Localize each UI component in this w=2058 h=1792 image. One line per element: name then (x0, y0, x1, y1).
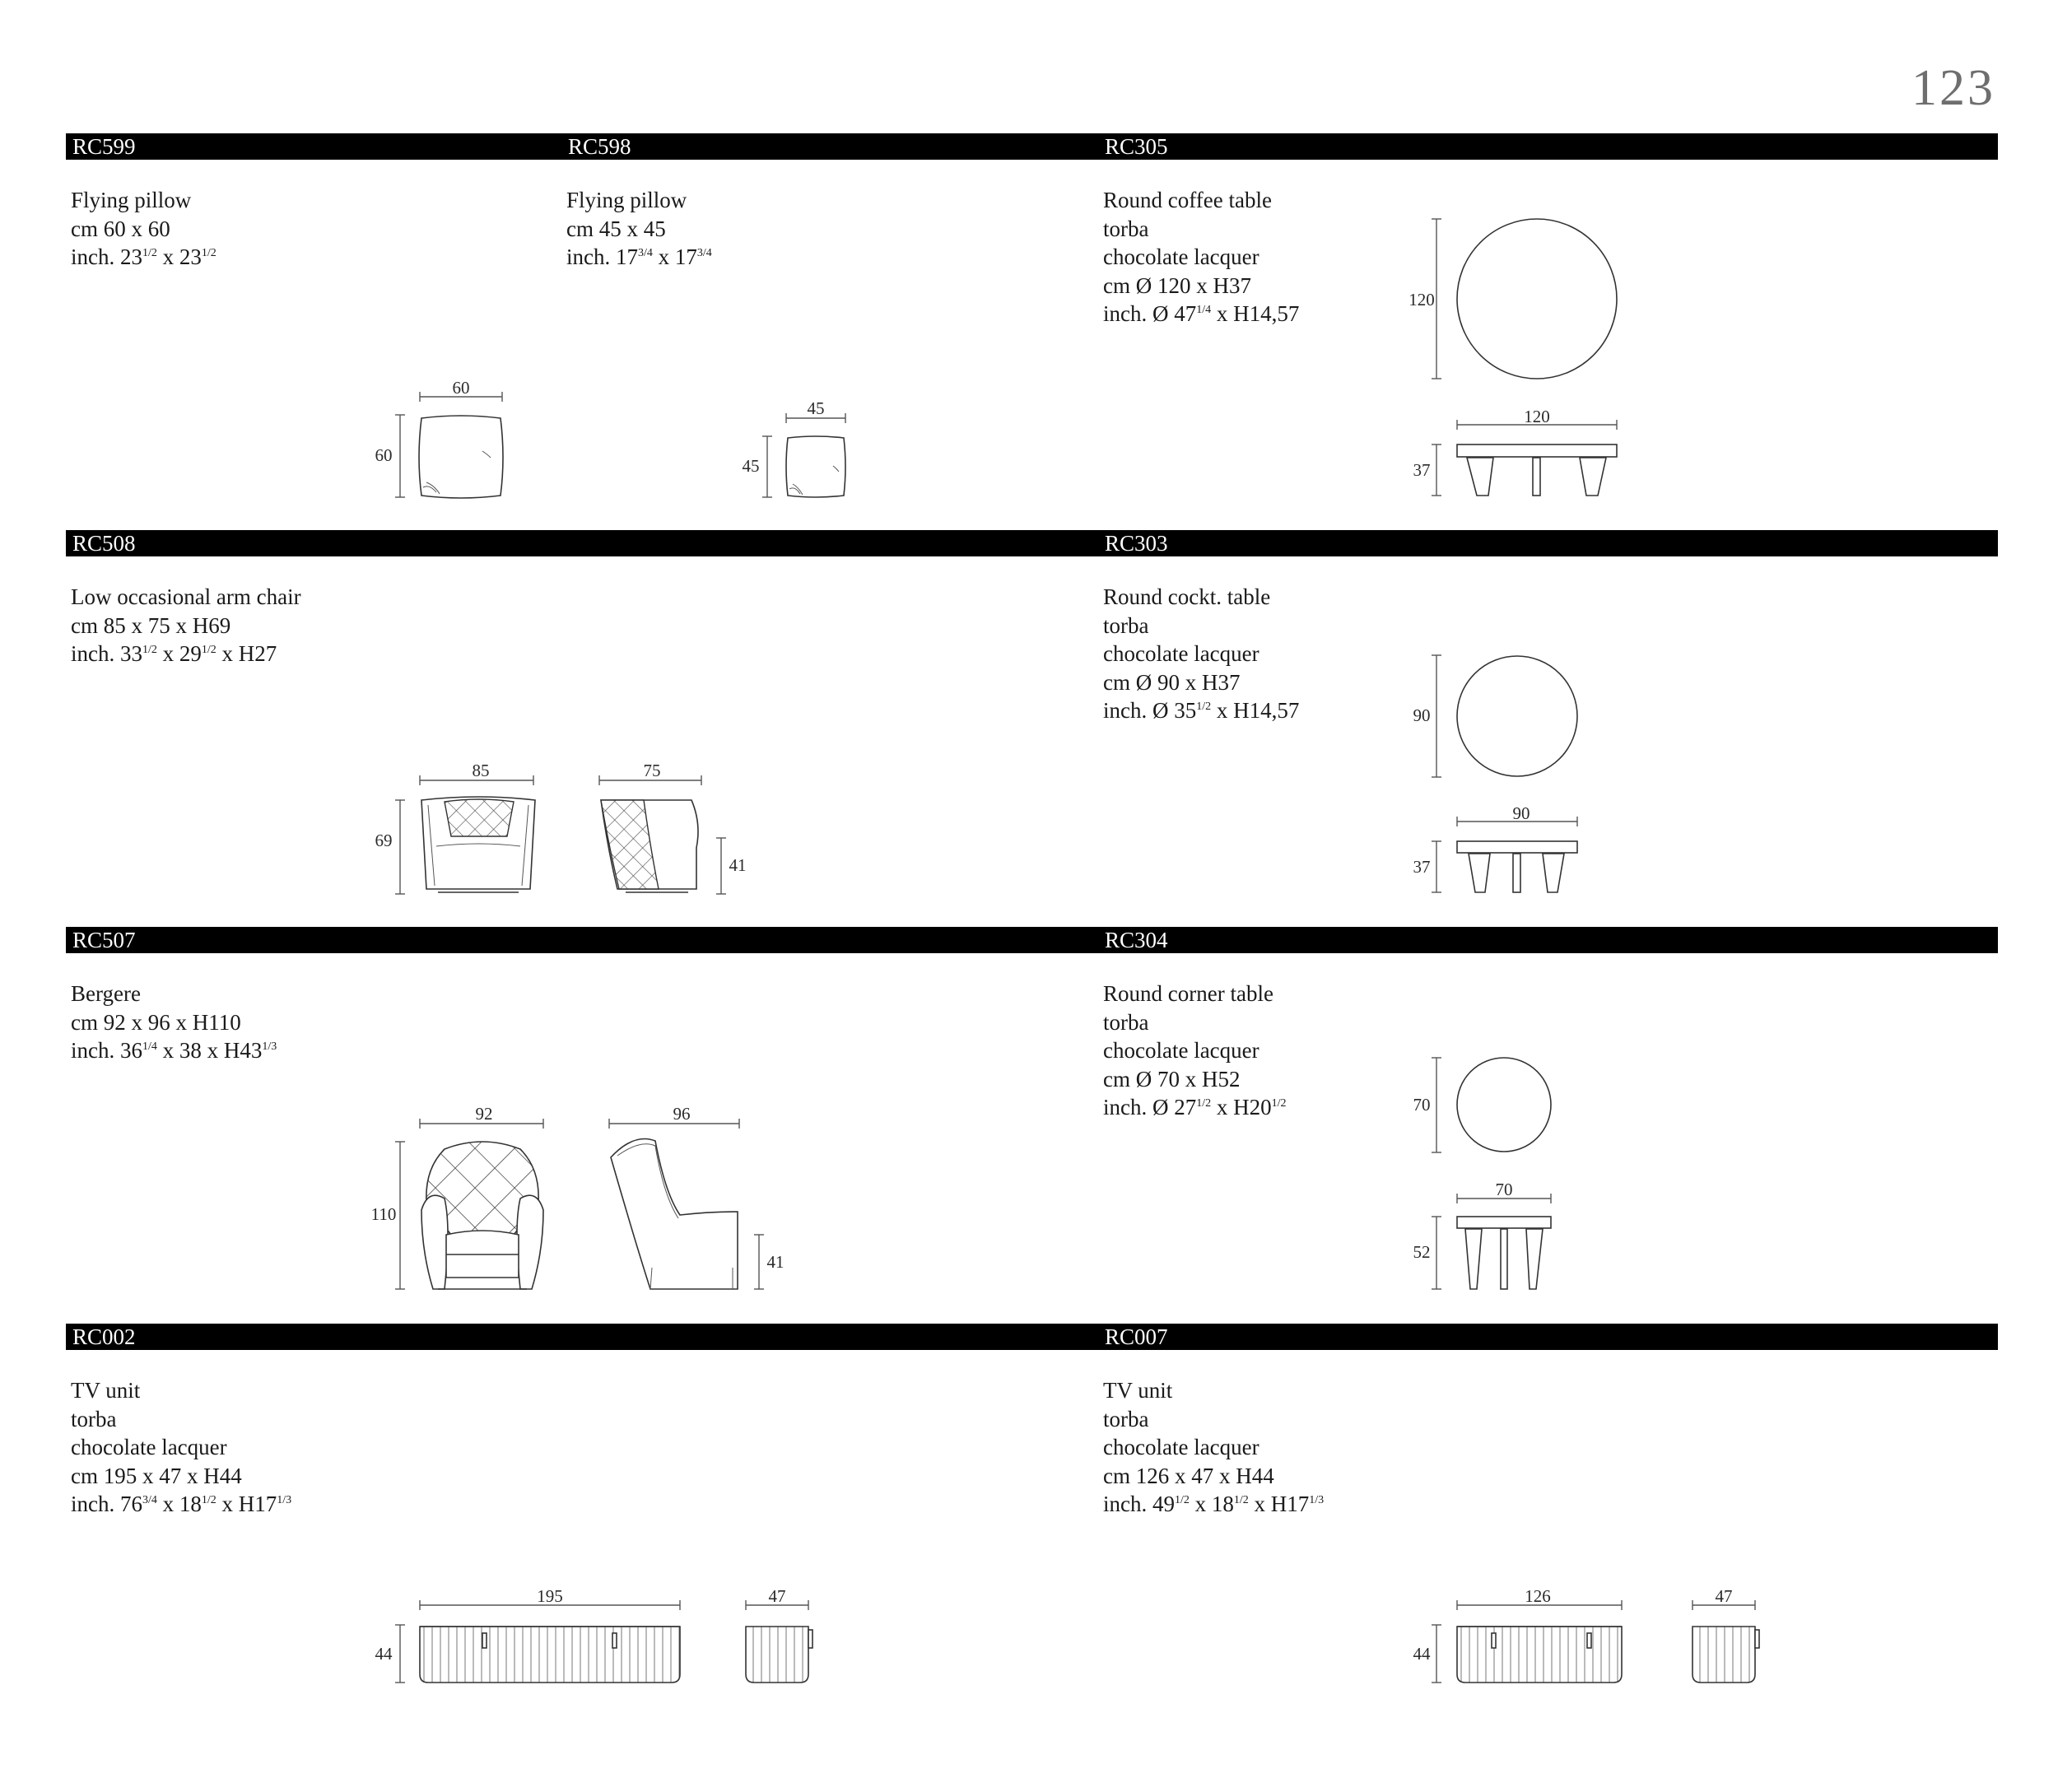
product-code-rc508: RC508 (72, 531, 136, 556)
dimensions-inch: inch. Ø $27^{1/2}$ x $H20^{1/2}$ (1103, 1095, 1287, 1119)
rc598-height-label: 45 (742, 456, 760, 476)
product-code-rc007: RC007 (1105, 1324, 1168, 1349)
product-code-rc303: RC303 (1105, 531, 1168, 556)
rc599-width-label: 60 (452, 378, 470, 398)
product-code-rc305: RC305 (1105, 134, 1168, 159)
material: torba (1103, 216, 1149, 241)
rc305-diameter-label: 120 (1408, 290, 1435, 310)
rc002-height-label: 44 (375, 1644, 393, 1664)
rc304-width-label: 70 (1495, 1180, 1513, 1199)
product-code-rc507: RC507 (72, 928, 136, 952)
rc007-drawing (1413, 1586, 1760, 1683)
rc508-drawing (375, 761, 747, 894)
material: torba (1103, 612, 1149, 638)
rc598-drawing (743, 398, 846, 497)
rc507-seat-height-label: 41 (766, 1252, 785, 1272)
material: torba (71, 1406, 117, 1431)
page-number: 123 (1911, 60, 1995, 116)
dimensions-inch: inch. $76^{3/4}$ x $18^{1/2}$ x $H17^{1/3}$ (71, 1492, 292, 1516)
rc303-width-label: 90 (1512, 803, 1530, 823)
product-name: Bergere (71, 981, 141, 1006)
rc002-width-label: 195 (537, 1586, 563, 1606)
rc007-height-label: 44 (1413, 1644, 1431, 1664)
rc303-drawing (1413, 655, 1578, 892)
rc507-depth-label: 96 (673, 1104, 691, 1124)
dimensions-inch: inch. Ø $35^{1/2}$ x H14,57 (1103, 698, 1300, 723)
finish: chocolate lacquer (1103, 641, 1259, 666)
dimensions-inch: inch. $49^{1/2}$ x $18^{1/2}$ x $H17^{1/3}$ (1103, 1492, 1325, 1516)
rc305-drawing (1408, 219, 1617, 496)
rc303-diameter-label: 90 (1413, 705, 1431, 725)
dimensions-cm: cm Ø 70 x H52 (1103, 1066, 1241, 1091)
product-name: Round cockt. table (1103, 584, 1271, 609)
product-code-rc599: RC599 (72, 134, 136, 159)
rc304-drawing (1413, 1058, 1552, 1289)
dimensions-cm: cm 92 x 96 x H110 (71, 1009, 241, 1035)
dimensions-cm: cm 85 x 75 x H69 (71, 612, 231, 638)
rc305-height-label: 37 (1413, 460, 1431, 480)
rc507-width-label: 92 (475, 1104, 493, 1124)
finish: chocolate lacquer (1103, 244, 1259, 269)
rc507-drawing (371, 1104, 785, 1289)
rc305-width-label: 120 (1524, 407, 1550, 426)
rc508-seat-height-label: 41 (729, 855, 747, 875)
material: torba (1103, 1009, 1149, 1035)
product-name: Round corner table (1103, 981, 1273, 1006)
material: torba (1103, 1406, 1149, 1431)
dimensions-cm: cm 126 x 47 x H44 (1103, 1463, 1274, 1488)
rc303-height-label: 37 (1413, 857, 1431, 877)
rc007-depth-label: 47 (1715, 1586, 1733, 1606)
product-name: Flying pillow (566, 188, 687, 212)
product-code-rc002: RC002 (72, 1324, 136, 1349)
dimensions-cm: cm 195 x 47 x H44 (71, 1463, 242, 1488)
product-name: TV unit (71, 1378, 141, 1403)
dimensions-cm: cm Ø 90 x H37 (1103, 669, 1241, 695)
rc304-diameter-label: 70 (1413, 1095, 1431, 1115)
dimensions-inch: inch. $23^{1/2}$ x $23^{1/2}$ (71, 244, 217, 269)
rc002-drawing (375, 1586, 813, 1683)
dimensions-inch: inch. $33^{1/2}$ x $29^{1/2}$ x H27 (71, 641, 277, 666)
rc304-height-label: 52 (1413, 1242, 1431, 1262)
rc507-height-label: 110 (370, 1204, 397, 1224)
dimensions-cm: cm Ø 120 x H37 (1103, 272, 1251, 298)
finish: chocolate lacquer (71, 1435, 227, 1459)
product-name: TV unit (1103, 1378, 1173, 1403)
product-name: Low occasional arm chair (71, 584, 301, 609)
dimensions-cm: cm 45 x 45 (566, 216, 666, 241)
rc508-height-label: 69 (375, 831, 393, 850)
product-name: Round coffee table (1103, 188, 1272, 212)
dimensions-inch: inch. $36^{1/4}$ x 38 x $H43^{1/3}$ (71, 1038, 277, 1063)
dimensions-cm: cm 60 x 60 (71, 216, 170, 241)
finish: chocolate lacquer (1103, 1038, 1259, 1063)
product-code-rc304: RC304 (1105, 928, 1168, 952)
dimensions-inch: inch. $17^{3/4}$ x $17^{3/4}$ (566, 244, 712, 269)
rc508-width-label: 85 (472, 761, 490, 780)
dimensions-inch: inch. Ø $47^{1/4}$ x H14,57 (1103, 301, 1300, 326)
rc007-width-label: 126 (1525, 1586, 1551, 1606)
rc599-drawing (375, 378, 504, 498)
rc002-depth-label: 47 (768, 1586, 786, 1606)
finish: chocolate lacquer (1103, 1435, 1259, 1459)
rc599-height-label: 60 (375, 445, 393, 465)
product-name: Flying pillow (71, 188, 192, 212)
rc598-width-label: 45 (807, 398, 825, 418)
rc508-depth-label: 75 (643, 761, 661, 780)
product-code-rc598: RC598 (568, 134, 631, 159)
